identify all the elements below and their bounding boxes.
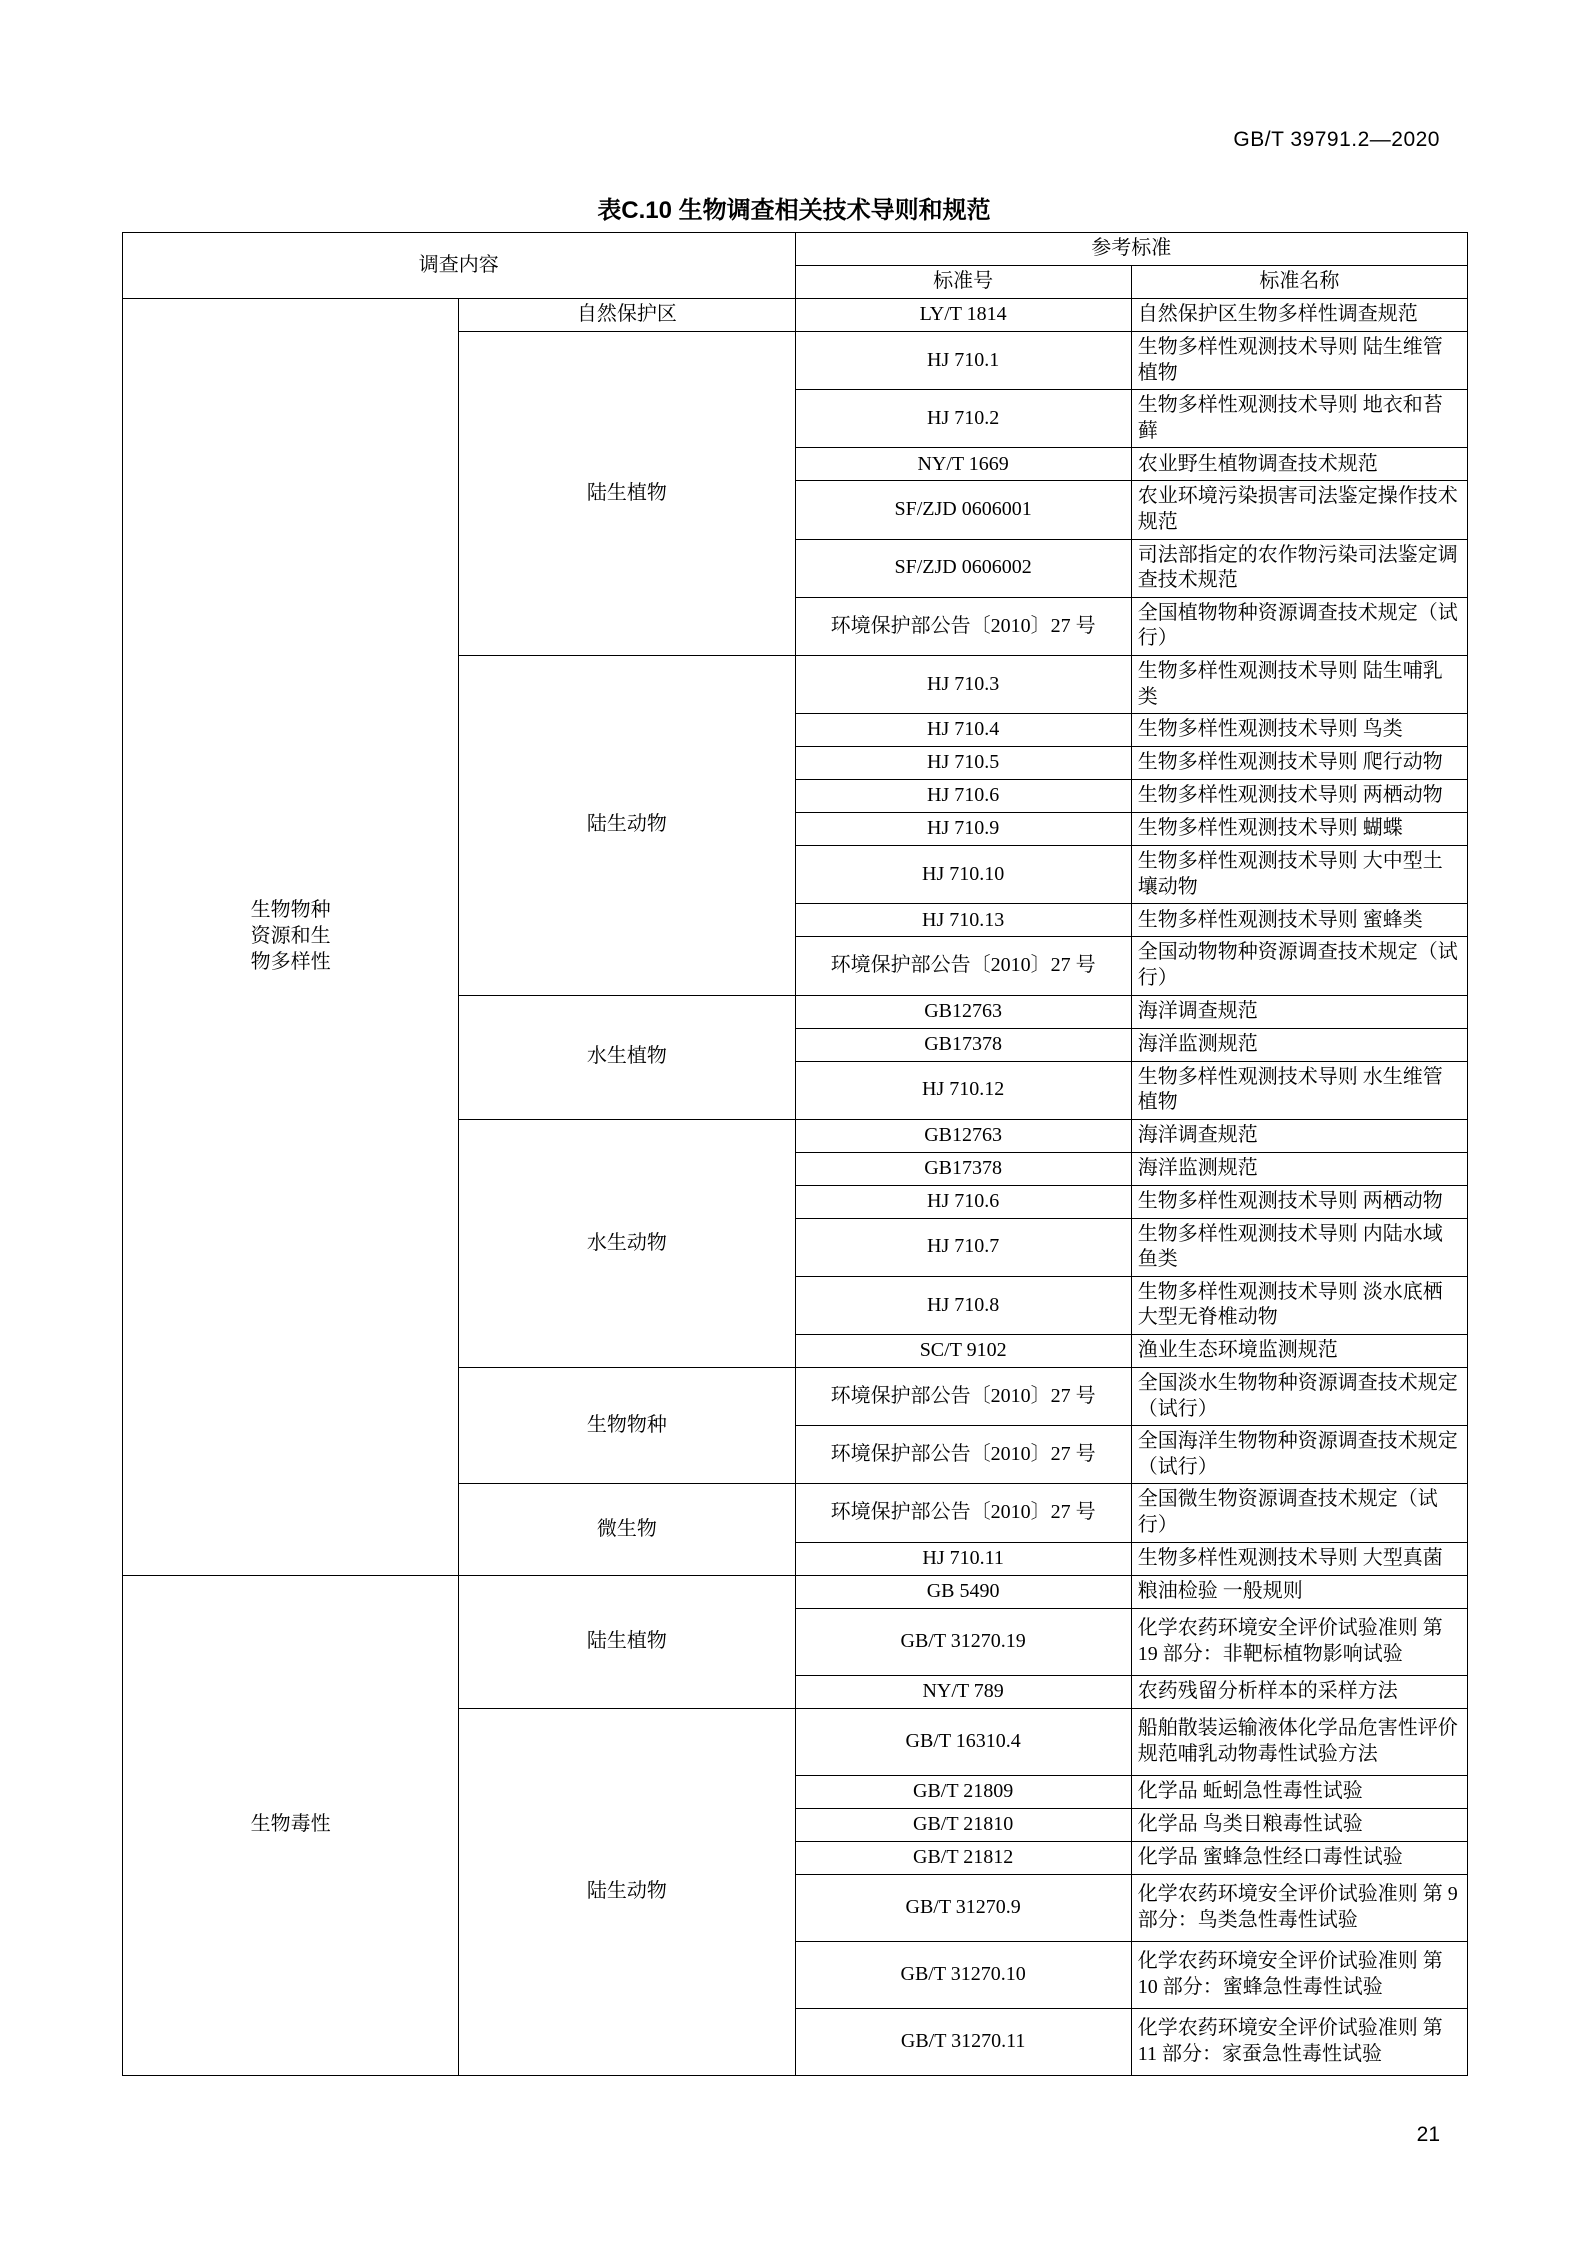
standard-number-cell: HJ 710.2	[795, 390, 1131, 448]
standard-name-cell: 农药残留分析样本的采样方法	[1131, 1675, 1467, 1708]
page-number: 21	[1416, 2123, 1440, 2146]
standard-name-cell: 生物多样性观测技术导则 地衣和苔藓	[1131, 390, 1467, 448]
subcategory-cell: 自然保护区	[459, 299, 795, 332]
standard-number-cell: 环境保护部公告〔2010〕27 号	[795, 937, 1131, 995]
standard-number-cell: NY/T 789	[795, 1675, 1131, 1708]
standard-number-cell: NY/T 1669	[795, 448, 1131, 481]
standard-name-cell: 生物多样性观测技术导则 两栖动物	[1131, 780, 1467, 813]
standard-name-cell: 船舶散装运输液体化学品危害性评价规范哺乳动物毒性试验方法	[1131, 1708, 1467, 1775]
standard-number-cell: SF/ZJD 0606001	[795, 481, 1131, 539]
standard-name-cell: 化学品 蚯蚓急性毒性试验	[1131, 1775, 1467, 1808]
standard-name-cell: 生物多样性观测技术导则 两栖动物	[1131, 1185, 1467, 1218]
standard-name-cell: 生物多样性观测技术导则 大中型土壤动物	[1131, 846, 1467, 904]
standard-name-cell: 粮油检验 一般规则	[1131, 1575, 1467, 1608]
standard-name-cell: 生物多样性观测技术导则 爬行动物	[1131, 747, 1467, 780]
standard-name-cell: 自然保护区生物多样性调查规范	[1131, 299, 1467, 332]
subcategory-cell: 水生动物	[459, 1119, 795, 1367]
standard-number-cell: HJ 710.7	[795, 1218, 1131, 1276]
table-title: 表C.10 生物调查相关技术导则和规范	[597, 197, 991, 224]
standard-name-cell: 化学农药环境安全评价试验准则 第 9 部分：鸟类急性毒性试验	[1131, 1874, 1467, 1941]
standard-number-cell: HJ 710.1	[795, 332, 1131, 390]
header-cell-std-name: 标准名称	[1131, 266, 1467, 299]
standards-table	[122, 232, 1468, 2076]
standard-number-cell: HJ 710.9	[795, 813, 1131, 846]
standard-name-cell: 全国淡水生物物种资源调查技术规定（试行）	[1131, 1368, 1467, 1426]
subcategory-cell: 陆生动物	[459, 1708, 795, 2075]
standard-number-cell: GB/T 21810	[795, 1808, 1131, 1841]
standard-number-cell: HJ 710.6	[795, 780, 1131, 813]
standard-number-cell: HJ 710.6	[795, 1185, 1131, 1218]
standard-number-cell: 环境保护部公告〔2010〕27 号	[795, 1368, 1131, 1426]
header-cell-std-no: 标准号	[795, 266, 1131, 299]
standard-number-cell: HJ 710.12	[795, 1061, 1131, 1119]
subcategory-cell: 生物物种	[459, 1368, 795, 1484]
standard-name-cell: 农业野生植物调查技术规范	[1131, 448, 1467, 481]
standard-number-cell: LY/T 1814	[795, 299, 1131, 332]
standard-name-cell: 生物多样性观测技术导则 蜜蜂类	[1131, 904, 1467, 937]
standard-number-cell: GB17378	[795, 1028, 1131, 1061]
standard-number-cell: HJ 710.5	[795, 747, 1131, 780]
standard-number-cell: SC/T 9102	[795, 1335, 1131, 1368]
standard-number-cell: GB/T 31270.10	[795, 1941, 1131, 2008]
standard-name-cell: 生物多样性观测技术导则 鸟类	[1131, 714, 1467, 747]
standard-name-cell: 海洋调查规范	[1131, 995, 1467, 1028]
table-row	[123, 299, 1468, 332]
standard-number-cell: GB/T 16310.4	[795, 1708, 1131, 1775]
standard-name-cell: 生物多样性观测技术导则 内陆水域鱼类	[1131, 1218, 1467, 1276]
standard-name-cell: 全国动物物种资源调查技术规定（试行）	[1131, 937, 1467, 995]
standard-name-cell: 海洋监测规范	[1131, 1028, 1467, 1061]
standard-number-cell: GB/T 31270.19	[795, 1608, 1131, 1675]
standard-number-cell: GB 5490	[795, 1575, 1131, 1608]
standard-name-cell: 生物多样性观测技术导则 淡水底栖大型无脊椎动物	[1131, 1276, 1467, 1334]
subcategory-cell: 陆生动物	[459, 655, 795, 995]
standard-name-cell: 农业环境污染损害司法鉴定操作技术规范	[1131, 481, 1467, 539]
standard-number-cell: HJ 710.11	[795, 1542, 1131, 1575]
standard-number-cell: 环境保护部公告〔2010〕27 号	[795, 597, 1131, 655]
standard-name-cell: 生物多样性观测技术导则 陆生维管植物	[1131, 332, 1467, 390]
category-cell: 生物毒性	[123, 1575, 459, 2075]
standard-name-cell: 海洋监测规范	[1131, 1152, 1467, 1185]
standard-name-cell: 生物多样性观测技术导则 水生维管植物	[1131, 1061, 1467, 1119]
standard-name-cell: 化学农药环境安全评价试验准则 第 19 部分：非靶标植物影响试验	[1131, 1608, 1467, 1675]
standard-number-cell: 环境保护部公告〔2010〕27 号	[795, 1484, 1131, 1542]
standard-name-cell: 全国海洋生物物种资源调查技术规定（试行）	[1131, 1426, 1467, 1484]
subcategory-cell: 水生植物	[459, 995, 795, 1119]
standard-name-cell: 生物多样性观测技术导则 蝴蝶	[1131, 813, 1467, 846]
standard-number-cell: HJ 710.3	[795, 655, 1131, 713]
subcategory-cell: 陆生植物	[459, 1575, 795, 1708]
standard-number-cell: HJ 710.4	[795, 714, 1131, 747]
standard-number-cell: GB/T 31270.9	[795, 1874, 1131, 1941]
standard-name-cell: 全国植物物种资源调查技术规定（试行）	[1131, 597, 1467, 655]
standard-number-cell: GB12763	[795, 995, 1131, 1028]
standard-name-cell: 全国微生物资源调查技术规定（试行）	[1131, 1484, 1467, 1542]
standard-number-cell: HJ 710.8	[795, 1276, 1131, 1334]
table-header-row	[123, 233, 1468, 266]
standard-name-cell: 生物多样性观测技术导则 陆生哺乳类	[1131, 655, 1467, 713]
standard-number-cell: GB/T 31270.11	[795, 2008, 1131, 2075]
standard-name-cell: 司法部指定的农作物污染司法鉴定调查技术规范	[1131, 539, 1467, 597]
standard-number-cell: GB/T 21812	[795, 1841, 1131, 1874]
subcategory-cell: 微生物	[459, 1484, 795, 1575]
standard-name-cell: 生物多样性观测技术导则 大型真菌	[1131, 1542, 1467, 1575]
standards-table-wrapper	[122, 232, 1468, 2076]
standard-name-cell: 化学品 鸟类日粮毒性试验	[1131, 1808, 1467, 1841]
standard-number-cell: 环境保护部公告〔2010〕27 号	[795, 1426, 1131, 1484]
page-header-standard-code: GB/T 39791.2—2020	[1233, 128, 1440, 151]
header-cell-reference: 参考标准	[795, 233, 1468, 266]
subcategory-cell: 陆生植物	[459, 332, 795, 656]
standard-name-cell: 化学农药环境安全评价试验准则 第 10 部分：蜜蜂急性毒性试验	[1131, 1941, 1467, 2008]
standard-name-cell: 化学农药环境安全评价试验准则 第 11 部分：家蚕急性毒性试验	[1131, 2008, 1467, 2075]
standard-name-cell: 海洋调查规范	[1131, 1119, 1467, 1152]
standard-name-cell: 化学品 蜜蜂急性经口毒性试验	[1131, 1841, 1467, 1874]
standard-number-cell: SF/ZJD 0606002	[795, 539, 1131, 597]
header-cell-content: 调查内容	[123, 233, 796, 299]
table-row	[123, 1575, 1468, 1608]
standard-number-cell: GB12763	[795, 1119, 1131, 1152]
standard-number-cell: HJ 710.10	[795, 846, 1131, 904]
standard-number-cell: HJ 710.13	[795, 904, 1131, 937]
category-cell: 生物物种 资源和生 物多样性	[123, 299, 459, 1576]
standard-name-cell: 渔业生态环境监测规范	[1131, 1335, 1467, 1368]
standard-number-cell: GB/T 21809	[795, 1775, 1131, 1808]
standard-number-cell: GB17378	[795, 1152, 1131, 1185]
